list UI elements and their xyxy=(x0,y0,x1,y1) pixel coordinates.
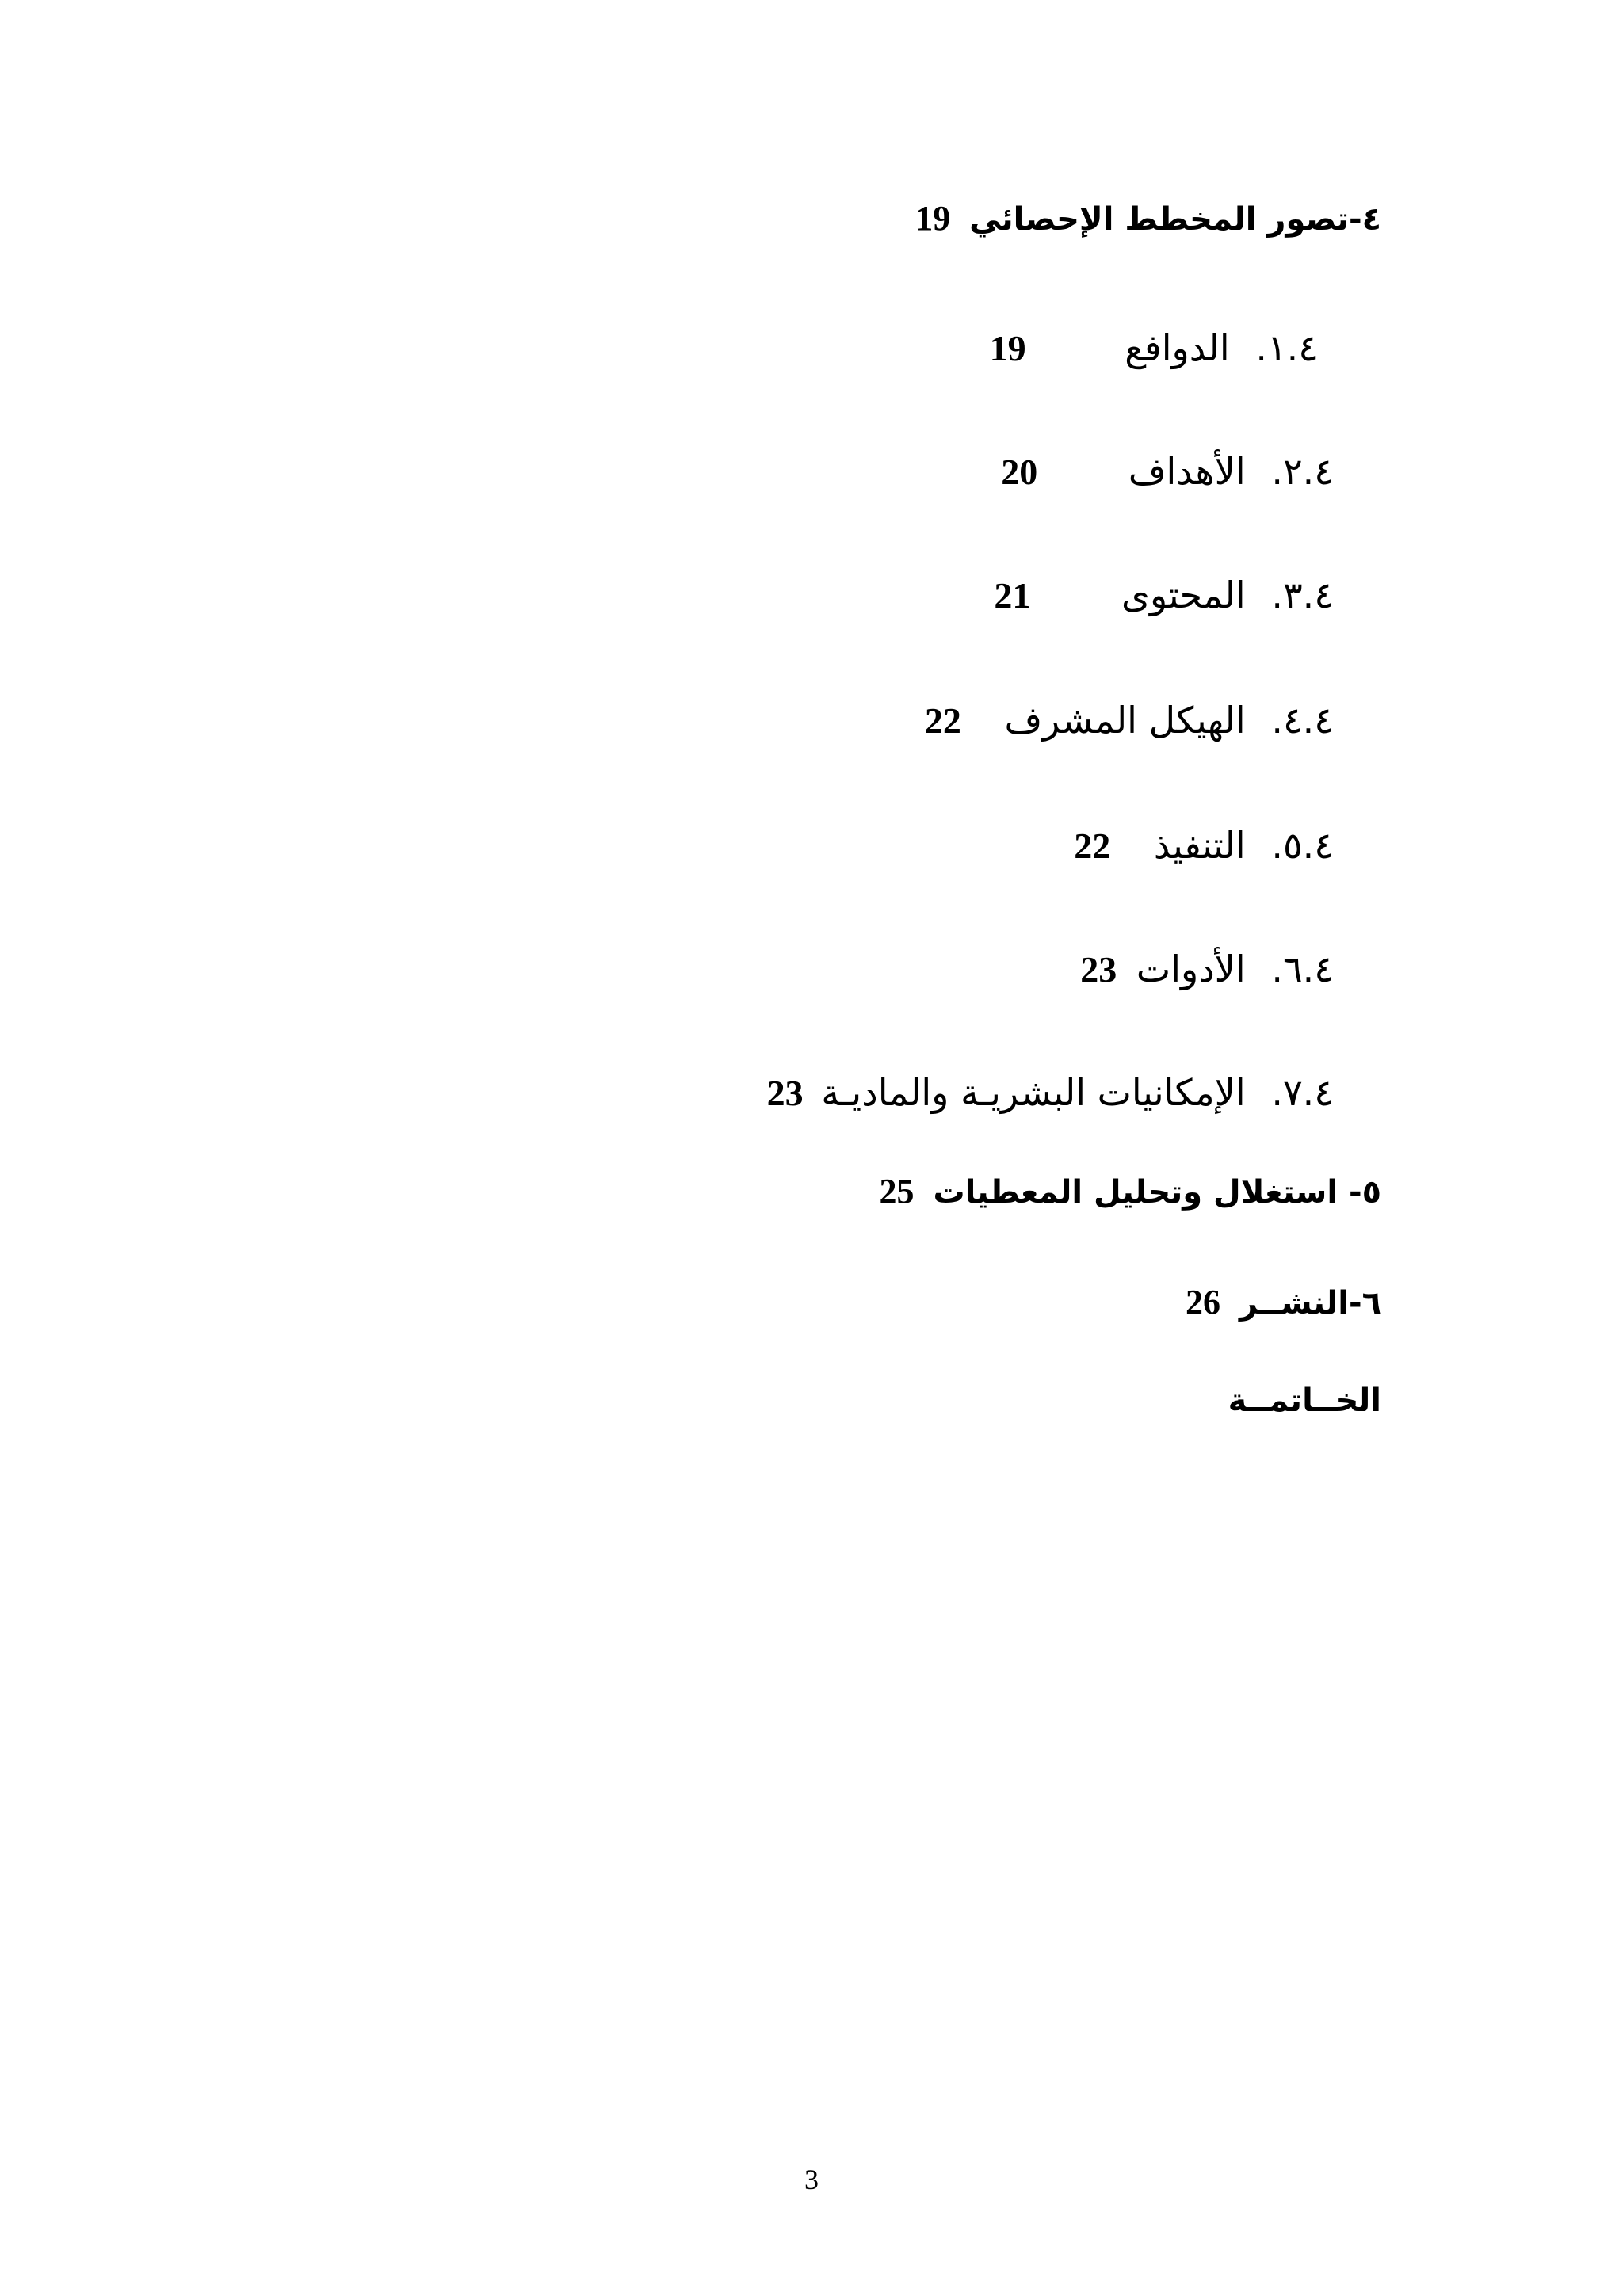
toc-item-4-4 xyxy=(925,699,1334,742)
toc-item-4-6-title: الأدوات xyxy=(1136,948,1246,990)
toc-item-4-1-page: 19 xyxy=(989,328,1026,368)
toc-item-4-3-page: 21 xyxy=(994,575,1031,616)
toc-item-4-7-number: ٧.٤. xyxy=(1271,1071,1334,1114)
toc-item-4-6 xyxy=(1080,948,1334,990)
toc-item-4-7-title: الإمكانيات البشريـة والماديـة xyxy=(821,1071,1246,1114)
toc-item-4-5-title: التنفيذ xyxy=(1153,824,1246,867)
toc-section-5 xyxy=(880,1171,1381,1211)
toc-item-4-7-page: 23 xyxy=(766,1073,804,1113)
toc-item-4-1-number: ١.٤. xyxy=(1255,326,1318,369)
toc-item-4-1-title: الدوافع xyxy=(1125,326,1230,369)
toc-item-4-7 xyxy=(767,1071,1334,1114)
toc-item-4-5 xyxy=(1074,824,1334,867)
toc-section-6 xyxy=(1186,1282,1381,1322)
toc-item-4-4-number: ٤.٤. xyxy=(1271,699,1334,742)
page-number: 3 xyxy=(804,2164,819,2195)
toc-item-4-2 xyxy=(1001,450,1334,493)
toc-item-4-3-number: ٣.٤. xyxy=(1271,574,1334,616)
toc-item-4-3-title: المحتوى xyxy=(1121,574,1246,616)
toc-item-4-1 xyxy=(990,326,1318,369)
toc-section-5-title: ٥- استغلال وتحليل المعطيات xyxy=(933,1174,1381,1211)
toc-item-4-6-page: 23 xyxy=(1080,949,1117,990)
toc-item-4-4-title: الهيكل المشرف xyxy=(1004,699,1246,742)
toc-item-4-6-number: ٦.٤. xyxy=(1271,948,1334,990)
toc-item-4-3 xyxy=(994,574,1334,616)
toc-item-4-5-number: ٥.٤. xyxy=(1271,824,1334,867)
toc-section-4 xyxy=(915,198,1381,238)
toc-item-4-2-page: 20 xyxy=(1001,452,1038,492)
toc-item-4-4-page: 22 xyxy=(924,700,961,741)
toc-section-4-page: 19 xyxy=(915,199,951,238)
toc-item-4-5-page: 22 xyxy=(1074,826,1111,866)
toc-section-4-title: ٤-تصور المخطط الإحصائي xyxy=(969,201,1381,238)
toc-conclusion-title: الخــاتمــة xyxy=(1228,1383,1381,1419)
toc-section-6-title: ٦-النشــر xyxy=(1239,1285,1381,1322)
toc-section-6-page: 26 xyxy=(1186,1283,1221,1322)
toc-item-4-2-title: الأهداف xyxy=(1128,450,1246,493)
toc-conclusion xyxy=(1228,1383,1381,1419)
toc-item-4-2-number: ٢.٤. xyxy=(1271,450,1334,493)
toc-section-5-page: 25 xyxy=(879,1172,915,1211)
